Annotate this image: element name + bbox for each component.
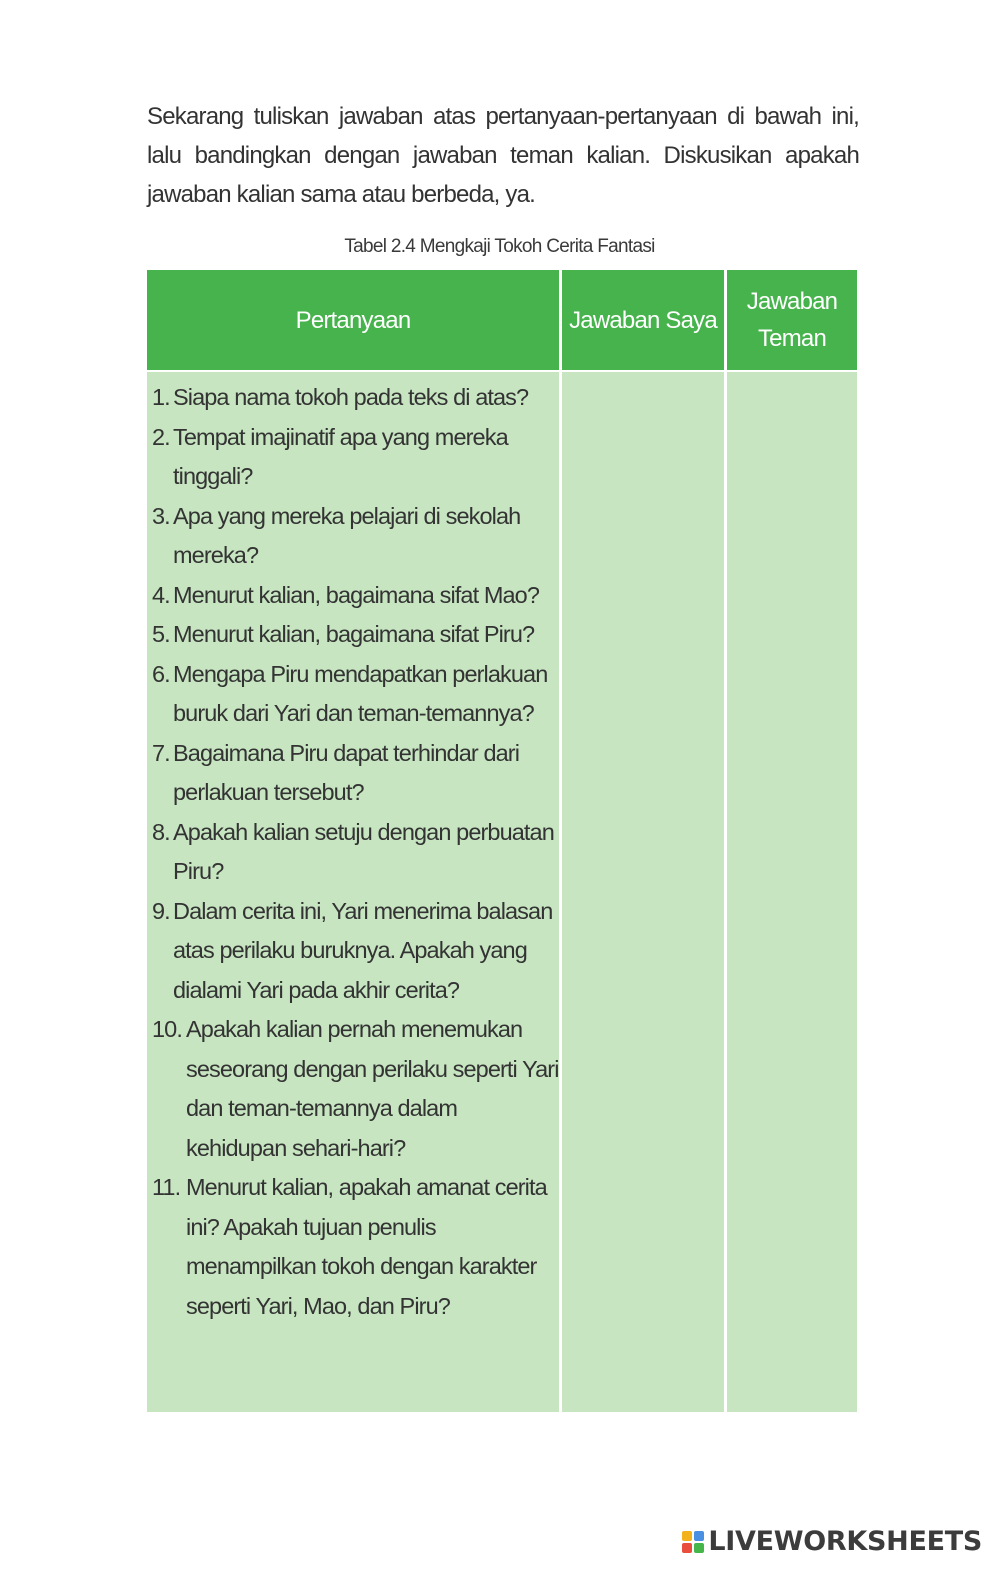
question-number: 1. — [152, 384, 170, 410]
liveworksheets-logo-icon — [682, 1531, 704, 1553]
list-item — [152, 1168, 559, 1326]
list-item — [152, 378, 559, 418]
list-item — [152, 892, 559, 1011]
questions-cell — [147, 372, 559, 1412]
list-item — [152, 655, 559, 734]
question-text: Menurut kalian, bagaimana sifat Mao? — [173, 581, 540, 608]
question-number: 9. — [152, 897, 170, 924]
question-text: Apakah kalian pernah menemukan seseorang dengan perilaku seperti Yari dan teman-temannya dalam kehidupan sehari-hari? — [186, 1016, 559, 1161]
list-item — [152, 418, 559, 497]
question-text: Menurut kalian, bagaimana sifat Piru? — [173, 621, 535, 647]
question-number: 8. — [152, 818, 170, 845]
question-text: Apa yang mereka pelajari di sekolah mereka? — [173, 502, 521, 568]
list-item — [152, 497, 559, 576]
question-number: 5. — [152, 621, 170, 647]
question-text: Siapa nama tokoh pada teks di atas? — [173, 384, 529, 410]
question-text: Tempat imajinatif apa yang mereka tinggali? — [173, 423, 508, 489]
question-text: Bagaimana Piru dapat terhindar dari perlakuan tersebut? — [173, 739, 520, 805]
question-text: Apakah kalian setuju dengan perbuatan Piru? — [173, 818, 554, 884]
question-number: 2. — [152, 423, 170, 450]
header-question: Pertanyaan — [147, 270, 559, 370]
list-item — [152, 734, 559, 813]
question-table — [147, 270, 857, 1412]
list-item — [152, 813, 559, 892]
friend-answer-cell[interactable] — [727, 372, 857, 1412]
brand-watermark — [682, 1526, 982, 1557]
brand-name: LIVEWORKSHEETS — [708, 1526, 982, 1557]
question-text: Dalam cerita ini, Yari menerima balasan atas perilaku buruknya. Apakah yang dialami Yari pada akhir cerita? — [173, 897, 553, 1003]
friend-answer-input-area[interactable] — [727, 372, 857, 1412]
question-number: 7. — [152, 739, 170, 766]
list-item — [152, 615, 559, 655]
question-number: 10. — [152, 1016, 182, 1042]
question-number: 3. — [152, 502, 170, 529]
my-answer-cell[interactable] — [562, 372, 724, 1412]
list-item — [152, 576, 559, 616]
question-text: Mengapa Piru mendapatkan perlakuan buruk dari Yari dan teman-temannya? — [173, 660, 548, 726]
question-number: 4. — [152, 581, 170, 608]
my-answer-input-area[interactable] — [562, 372, 724, 1412]
question-number: 6. — [152, 660, 170, 687]
table-caption: Tabel 2.4 Mengkaji Tokoh Cerita Fantasi — [344, 236, 655, 257]
list-item — [152, 1010, 559, 1168]
instruction-paragraph: Sekarang tuliskan jawaban atas pertanyaan-pertanyaan di bawah ini, lalu bandingkan dengan jawaban teman kalian. Diskusikan apakah jawaban kalian sama atau berbeda, ya. — [147, 103, 859, 208]
header-friend-answer: Jawaban Teman — [727, 270, 857, 370]
question-number: 11. — [152, 1174, 181, 1200]
question-text: Menurut kalian, apakah amanat cerita ini? Apakah tujuan penulis menampilkan tokoh dengan karakter seperti Yari, Mao, dan Piru? — [186, 1174, 547, 1319]
question-list — [147, 372, 559, 1326]
header-my-answer: Jawaban Saya — [562, 270, 724, 370]
